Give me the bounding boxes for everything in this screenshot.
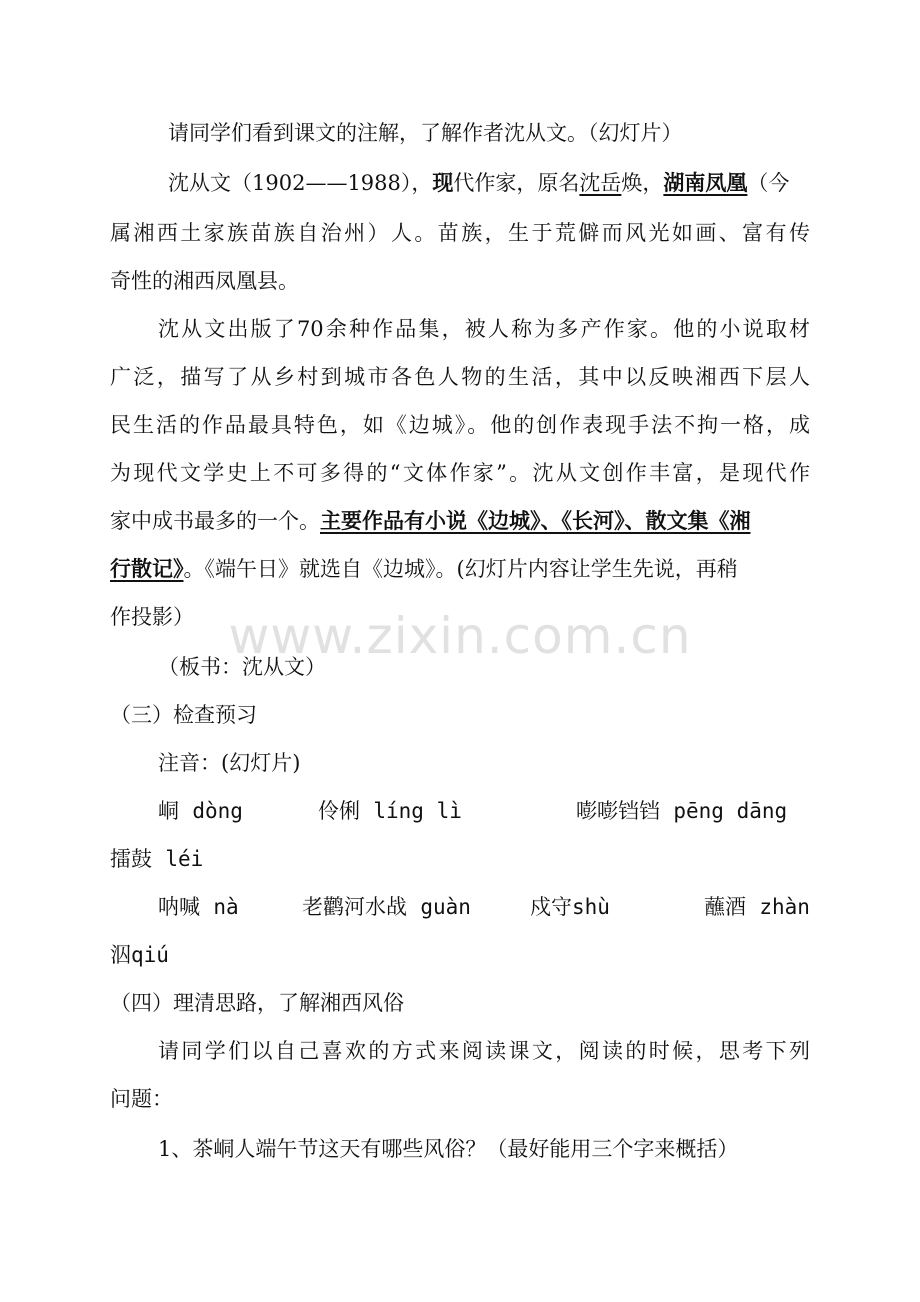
main-works-emphasis: 主要作品有小说《边城》、《长河》、散文集《湘 xyxy=(320,508,751,533)
section-4-intro-line-2: 问题： xyxy=(110,1087,173,1111)
pinyin-item: 嘭嘭铛铛 pēng dāng xyxy=(576,799,788,823)
works-line-4: 为现代文学史上不可多得的“文体作家”。沈从文创作丰富，是现代作 xyxy=(110,461,810,485)
hometown-emphasis: 湖南凤凰 xyxy=(663,170,748,195)
pinyin-item: 蘸酒 zhàn xyxy=(704,895,810,919)
main-works-emphasis-cont: 行散记》 xyxy=(110,556,184,581)
emphasis-modern: 现 xyxy=(432,170,454,195)
pinyin-item: 峒 dòng xyxy=(158,799,243,823)
section-4-heading: （四）理清思路，了解湘西风俗 xyxy=(110,991,404,1015)
section-4-intro-line-1: 请同学们以自己喜欢的方式来阅读课文，阅读的时候，思考下列 xyxy=(158,1039,810,1063)
question-1: 1、茶峒人端午节这天有哪些风俗？（最好能用三个字来概括） xyxy=(158,1137,739,1161)
pinyin-item: 戍守shù xyxy=(530,895,610,919)
works-line-3: 民生活的作品最具特色，如《边城》。他的创作表现手法不拘一格，成 xyxy=(110,413,810,437)
section-3-heading: （三）检查预习 xyxy=(110,703,257,727)
pinyin-label: 注音：(幻灯片) xyxy=(158,751,301,775)
works-line-6: 行散记》。《端午日》就选自《边城》。(幻灯片内容让学生先说，再稍 xyxy=(110,556,738,581)
author-bio-line-1: 沈从文（1902——1988），现代作家，原名沈岳焕，湖南凤凰（今 xyxy=(168,170,790,195)
watermark: www.zixin.com.cn xyxy=(228,607,692,665)
board-note: （板书：沈从文） xyxy=(158,655,326,679)
pinyin-item: 呐喊 nà xyxy=(158,895,239,919)
pinyin-row-2-cont: 泅qiú xyxy=(110,943,169,967)
author-bio-line-2: 属湘西土家族苗族自治州）人。苗族，生于荒僻而风光如画、富有传 xyxy=(110,221,810,245)
works-line-5: 家中成书最多的一个。主要作品有小说《边城》、《长河》、散文集《湘 xyxy=(110,508,751,533)
original-name-underlined: 沈岳 xyxy=(579,171,622,195)
author-bio-line-3: 奇性的湘西凤凰县。 xyxy=(110,269,299,293)
works-line-2: 广泛，描写了从乡村到城市各色人物的生活，其中以反映湘西下层人 xyxy=(110,365,810,389)
pinyin-item: 老鹳河水战 guàn xyxy=(302,895,471,919)
works-line-7: 作投影） xyxy=(110,605,194,629)
pinyin-item: 伶俐 líng lì xyxy=(318,799,462,823)
works-line-1: 沈从文出版了70余种作品集，被人称为多产作家。他的小说取材 xyxy=(158,317,810,341)
intro-paragraph: 请同学们看到课文的注解，了解作者沈从文。（幻灯片） xyxy=(168,121,683,145)
pinyin-row-1-cont: 擂鼓 léi xyxy=(110,847,204,871)
